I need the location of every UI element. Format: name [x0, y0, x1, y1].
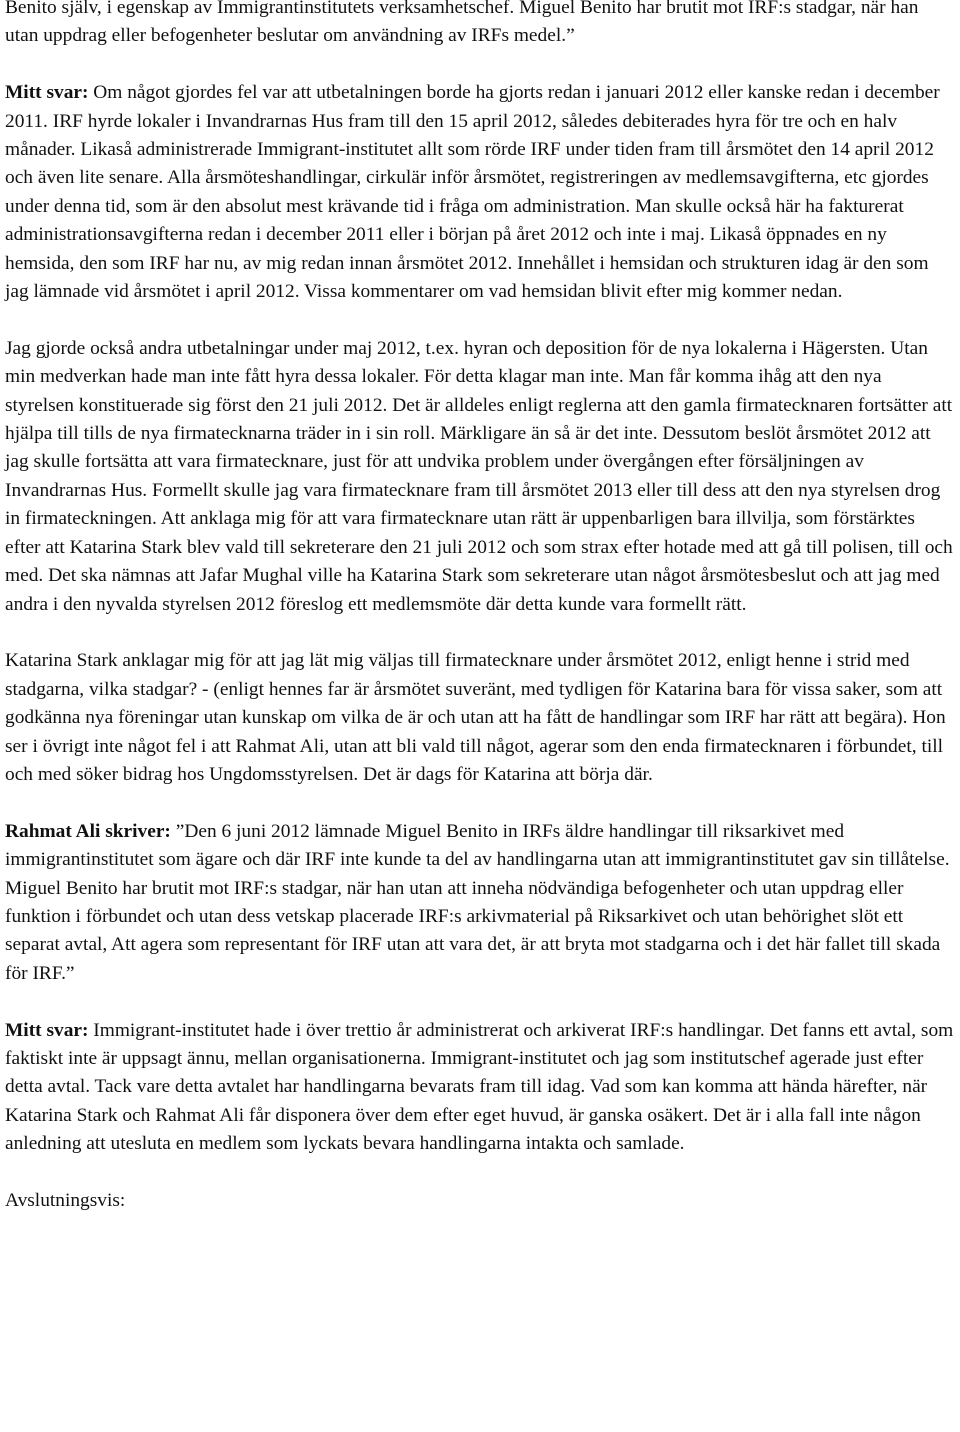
- paragraph-rahmat-quote: [5, 818, 954, 988]
- paragraph-text: Avslutningsvis:: [5, 1189, 126, 1211]
- paragraph-spacer: [5, 619, 954, 647]
- paragraph-text: Jag gjorde också andra utbetalningar under maj 2012, t.ex. hyran och deposition för de nya lokalerna i Hägersten. Utan min medverkan hade man inte fått hyra dessa lokaler. För detta klagar man inte. Man får komma ihåg att den nya styrelsen konstituerade sig först den 21 juli 2012. Det är alldeles enligt reglerna att den gamla firmatecknaren fortsätter att hjälpa till tills de nya firmatecknarna träder in i sin roll. Märkligare än så är det inte. Dessutom beslöt årsmötet 2012 att jag skulle fortsätta att vara firmatecknare, just för att undvika problem under övergången efter försäljningen av Invandrarnas Hus. Formellt skulle jag vara firmatecknare fram till årsmötet 2013 eller till dess att den nya styrelsen drog in firmateckningen. Att anklaga mig för att vara firmatecknare utan rätt är uppenbarligen bara illvilja, som förstärktes efter att Katarina Stark blev vald till sekreterare den 21 juli 2012 och som strax efter hotade med att gå till polisen, till och med. Det ska nämnas att Jafar Mughal ville ha Katarina Stark som sekreterare utan något årsmötesbeslut och att jag med andra i den nyvalda styrelsen 2012 föreslog ett medlemsmöte där detta kunde vara formellt rätt.: [5, 337, 953, 615]
- paragraph-text: Benito själv, i egenskap av Immigrantinstitutets verksamhetschef. Miguel Benito har brutit mot IRF:s stadgar, när han utan uppdrag eller befogenheter beslutar om användning av IRFs medel.”: [5, 0, 919, 47]
- paragraph-reply-1: [5, 79, 954, 306]
- paragraph-reply-2: [5, 1017, 954, 1159]
- paragraph-text: Katarina Stark anklagar mig för att jag lät mig väljas till firmatecknare under årsmötet 2012, enligt henne i strid med stadgarna, vilka stadgar? - (enligt hennes far är årsmötet suveränt, med tydligen för Katarina bara för vissa saker, som att godkänna nya föreningar utan kunskap om vilka de är och utan att ha fått de handlingar som IRF har rätt att begära). Hon ser i övrigt inte något fel i att Rahmat Ali, utan att bli vald till något, agerar som den enda firmatecknaren i förbundet, till och med söker bidrag hos Ungdomsstyrelsen. Det är dags för Katarina att börja där.: [5, 650, 946, 785]
- paragraph-spacer: [5, 988, 954, 1016]
- paragraph-text: ”Den 6 juni 2012 lämnade Miguel Benito in IRFs äldre handlingar till riksarkivet med immigrantinstitutet som ägare och där IRF inte kunde ta del av handlingarna utan att immigrantinstitutet gav sin tillåtelse. Miguel Benito har brutit mot IRF:s stadgar, när han utan att inneha nödvändiga befogenheter och utan uppdrag eller funktion i förbundet och utan dess vetskap placerade IRF:s arkivmaterial på Riksarkivet och utan behörighet slöt ett separat avtal, Att agera som representant för IRF utan att vara det, är att bryta mot stadgarna och i det här fallet till skada för IRF.”: [5, 820, 950, 984]
- paragraph-katarina: [5, 647, 954, 789]
- paragraph-spacer: [5, 1159, 954, 1187]
- paragraph-intro: [5, 0, 954, 51]
- paragraph-text: Om något gjordes fel var att utbetalningen borde ha gjorts redan i januari 2012 eller kanske redan i december 2011. IRF hyrde lokaler i Invandrarnas Hus fram till den 15 april 2012, således debiterades hyra för tre och en halv månader. Likaså administrerade Immigrant-institutet allt som rörde IRF under tiden fram till årsmötet den 14 april 2012 och även lite senare. Alla årsmöteshandlingar, cirkulär inför årsmötet, registreringen av medlemsavgifterna, etc gjordes under denna tid, som är den absolut mest krävande tid i fråga om administration. Man skulle också här ha fakturerat administrationsavgifterna redan i december 2011 eller i början på året 2012 och inte i maj. Likaså öppnades en ny hemsida, den som IRF har nu, av mig redan innan årsmötet 2012. Innehållet i hemsidan och strukturen idag är den som jag lämnade vid årsmötet i april 2012. Vissa kommentarer om vad hemsidan blivit efter mig kommer nedan.: [5, 82, 940, 303]
- paragraph-spacer: [5, 789, 954, 817]
- reply-heading: Mitt svar:: [5, 82, 89, 104]
- quote-heading: Rahmat Ali skriver:: [5, 820, 171, 842]
- paragraph-spacer: [5, 306, 954, 334]
- paragraph-closing: [5, 1187, 954, 1215]
- paragraph-payments: [5, 335, 954, 619]
- reply-heading: Mitt svar:: [5, 1019, 89, 1041]
- paragraph-spacer: [5, 51, 954, 79]
- paragraph-text: Immigrant-institutet hade i över trettio år administrerat och arkiverat IRF:s handlingar. Det fanns ett avtal, som faktiskt inte är uppsagt ännu, mellan organisationerna. Immigrant-institutet och jag som institutschef agerade just efter detta avtal. Tack vare detta avtalet har handlingarna bevarats fram till idag. Vad som kan komma att hända härefter, när Katarina Stark och Rahmat Ali får disponera över dem efter eget huvud, är ganska osäkert. Det är i alla fall inte någon anledning att utesluta en medlem som lyckats bevara handlingarna intakta och samlade.: [5, 1019, 954, 1155]
